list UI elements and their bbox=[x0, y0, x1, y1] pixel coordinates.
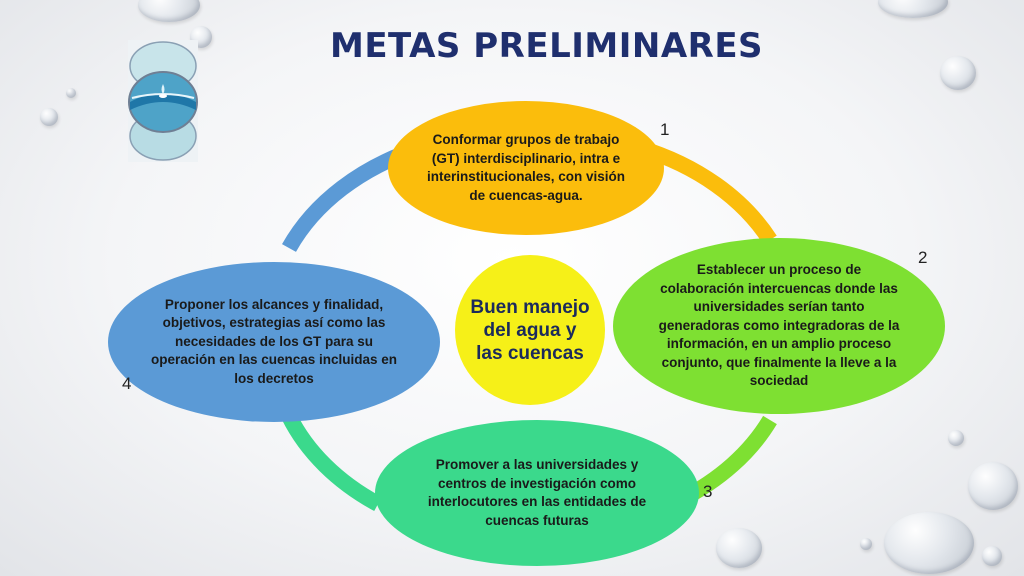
goal-1-ellipse bbox=[388, 101, 664, 235]
goal-2-ellipse bbox=[613, 238, 945, 414]
goal-4-ellipse bbox=[108, 262, 440, 422]
goal-1-text: Conformar grupos de trabajo (GT) interdisciplinario, intra e interinstitucionales, con visión de cuencas-agua. bbox=[426, 132, 626, 203]
page-title: METAS PRELIMINARES bbox=[330, 26, 764, 66]
center-text: Buen manejo del agua y las cuencas bbox=[470, 296, 590, 364]
goal-3-ellipse bbox=[375, 420, 699, 566]
goal-2-number: 2 bbox=[918, 248, 928, 267]
goal-3-number: 3 bbox=[703, 482, 713, 501]
goal-2-text: Establecer un proceso de colaboración intercuencas donde las universidades serían tanto generadoras como integradoras de la información, en un amplio proceso conjunto, que finalmente la lleve a la sociedad bbox=[658, 262, 900, 389]
goal-4-number: 4 bbox=[122, 374, 132, 393]
goal-1-number: 1 bbox=[660, 120, 670, 139]
center-circle bbox=[455, 255, 605, 405]
goal-4-text: Proponer los alcances y finalidad, objetivos, estrategias así como las necesidades de los GT para su operación en las cuencas incluidas en los decretos bbox=[150, 296, 398, 386]
goal-3-text: Promover a las universidades y centros de investigación como interlocutores en las entidades de cuencas futuras bbox=[427, 457, 647, 528]
ring-segment-teal bbox=[289, 416, 378, 504]
